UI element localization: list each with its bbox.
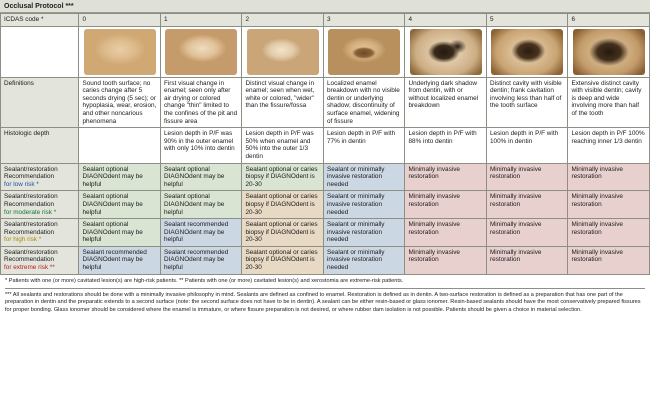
rec-extreme-5: Minimally invasive restoration [486, 246, 568, 274]
definition-5: Distinct cavity with visible dentin; frank cavitation involving less than half of the tooth surface [486, 77, 568, 128]
icdas-code-1: 1 [160, 14, 242, 27]
rec-low-4: Minimally invasive restoration [405, 163, 487, 191]
icdas-code-5: 5 [486, 14, 568, 27]
icdas-code-0: 0 [79, 14, 161, 27]
rec-moderate-4: Minimally invasive restoration [405, 191, 487, 219]
table-row-recommendation-extreme-risk [1, 246, 650, 274]
photo-cell-0 [79, 26, 161, 77]
histologic-5: Lesion depth in P/F with 100% in dentin [486, 128, 568, 163]
page-title: Occlusal Protocol *** [0, 0, 650, 13]
photo-cell-4 [405, 26, 487, 77]
definition-1: First visual change in enamel; seen only after air drying or colored change "thin" limited to the confines of the pit and fissure area [160, 77, 242, 128]
rec-ext-line2: Recommendation [4, 256, 55, 264]
rec-low-5: Minimally invasive restoration [486, 163, 568, 191]
row-label-definitions: Definitions [1, 77, 79, 128]
photo-cell-2 [242, 26, 324, 77]
rec-low-line1: Sealant/restoration [4, 165, 58, 173]
rec-high-1: Sealant recommended DIAGNOdent may be helpful [160, 219, 242, 247]
table-row-photos [1, 26, 650, 77]
row-label-histologic: Histologic depth [1, 128, 79, 163]
rec-high-0: Sealant optional DIAGNOdent may be helpful [79, 219, 161, 247]
rec-high-3: Sealant or minimally invasive restoration needed [323, 219, 405, 247]
definition-0: Sound tooth surface; no caries change after 5 seconds drying (5 sec); or hypoplasia, wear, erosion, and other noncarious phenomena [79, 77, 161, 128]
rec-high-5: Minimally invasive restoration [486, 219, 568, 247]
footnote-protocol-block [5, 288, 645, 314]
row-label-rec-moderate [1, 191, 79, 219]
definition-3: Localized enamel breakdown with no visible dentin or underlying shadow; discontinuity of surface enamel, widening of fissure [323, 77, 405, 128]
rec-ext-risk: for extreme risk ** [4, 264, 55, 272]
table-row-definitions [1, 77, 650, 128]
tooth-photo-code-6 [573, 29, 645, 75]
tooth-photo-code-1 [165, 29, 237, 75]
photo-cell-5 [486, 26, 568, 77]
row-label-photos [1, 26, 79, 77]
rec-moderate-5: Minimally invasive restoration [486, 191, 568, 219]
definition-4: Underlying dark shadow from dentin, with or without localized enamel breakdown [405, 77, 487, 128]
row-label-rec-high [1, 219, 79, 247]
icdas-code-6: 6 [568, 14, 650, 27]
table-row-histologic-depth [1, 128, 650, 163]
tooth-photo-code-3 [328, 29, 400, 75]
rec-extreme-2: Sealant optional or caries biopsy if DIAGNOdent is 20-30 [242, 246, 324, 274]
rec-ext-line1: Sealant/restoration [4, 248, 58, 256]
rec-moderate-3: Sealant or minimally invasive restoration needed [323, 191, 405, 219]
row-label-rec-extreme [1, 246, 79, 274]
rec-moderate-1: Sealant optional DIAGNOdent may be helpful [160, 191, 242, 219]
rec-mod-line1: Sealant/restoration [4, 193, 58, 201]
photo-cell-3 [323, 26, 405, 77]
histologic-4: Lesion depth in P/F with 88% into dentin [405, 128, 487, 163]
icdas-code-4: 4 [405, 14, 487, 27]
rec-low-1: Sealant optional DIAGNOdent may be helpful [160, 163, 242, 191]
histologic-6: Lesion depth in P/F 100% reaching inner 1/3 dentin [568, 128, 650, 163]
rec-high-line2: Recommendation [4, 228, 55, 236]
tooth-photo-code-4 [410, 29, 482, 75]
photo-cell-1 [160, 26, 242, 77]
histologic-3: Lesion depth in P/F with 77% in dentin [323, 128, 405, 163]
rec-moderate-0: Sealant optional DIAGNOdent may be helpful [79, 191, 161, 219]
rec-low-0: Sealant optional DIAGNOdent may be helpful [79, 163, 161, 191]
histologic-1: Lesion depth in P/F was 90% in the outer enamel with only 10% into dentin [160, 128, 242, 163]
tooth-photo-code-2 [247, 29, 319, 75]
rec-extreme-6: Minimally invasive restoration [568, 246, 650, 274]
rec-moderate-2: Sealant optional or caries biopsy if DIAGNOdent is 20-30 [242, 191, 324, 219]
icdas-code-2: 2 [242, 14, 324, 27]
rec-high-2: Sealant optional or caries biopsy if DIAGNOdent is 20-30 [242, 219, 324, 247]
definition-2: Distinct visual change in enamel; seen when wet, white or colored, "wider" than the fissure/fossa [242, 77, 324, 128]
rec-low-line2: Recommendation [4, 173, 55, 181]
table-row-recommendation-low-risk [1, 163, 650, 191]
definition-6: Extensive distinct cavity with visible dentin; cavity is deep and wide involving more than half of the tooth [568, 77, 650, 128]
rec-high-risk: for high risk * [4, 236, 42, 244]
tooth-photo-code-0 [84, 29, 156, 75]
footnote-protocol-note: *** All sealants and restorations should be done with a minimally invasive philosophy in mind. Sealants are defined as confined to enamel. Restoration is defined as in dentin. A two-surface restoration is defined as a preparation that has one part of the preparation in dentin and the preparatic extends to a second surface (note: the second surface does not have to be in dentin). A sealant can be either resin-based or glass ionomer. Resin-based sealants should have the most conservatively prepared fissures for proper bonding. Glass ionomer should be considered where the enamel is immature, or where fissure preparation is not desired, or where rubber dam isolation is not possible. Patients should be given a choice in material selection. [5, 292, 641, 313]
rec-low-3: Sealant or minimally invasive restoration needed [323, 163, 405, 191]
rec-moderate-6: Minimally invasive restoration [568, 191, 650, 219]
footnote-risk-definitions: * Patients with one (or more) cavitated lesion(s) are high-risk patients. ** Patients with one (or more) cavitated lesion(s) and xerostomia are extreme-risk patients. [5, 277, 404, 284]
rec-mod-risk: for moderate risk * [4, 208, 57, 216]
rec-extreme-0: Sealant recommended DIAGNOdent may be helpful [79, 246, 161, 274]
rec-high-4: Minimally invasive restoration [405, 219, 487, 247]
icdas-protocol-table [0, 13, 650, 275]
rec-extreme-3: Sealant or minimally invasive restoration needed [323, 246, 405, 274]
icdas-code-3: 3 [323, 14, 405, 27]
table-row-recommendation-high-risk [1, 219, 650, 247]
rec-low-6: Minimally invasive restoration [568, 163, 650, 191]
rec-mod-line2: Recommendation [4, 200, 55, 208]
rec-high-line1: Sealant/restoration [4, 221, 58, 229]
rec-low-risk: for low risk * [4, 180, 39, 188]
rec-high-6: Minimally invasive restoration [568, 219, 650, 247]
rec-extreme-1: Sealant recommended DIAGNOdent may be helpful [160, 246, 242, 274]
histologic-2: Lesion depth in P/F was 50% when enamel and 50% into the outer 1/3 dentin [242, 128, 324, 163]
table-row-recommendation-moderate-risk [1, 191, 650, 219]
tooth-photo-code-5 [491, 29, 563, 75]
row-label-rec-low [1, 163, 79, 191]
rec-extreme-4: Minimally invasive restoration [405, 246, 487, 274]
row-label-icdas: ICDAS code * [1, 14, 79, 27]
histologic-0 [79, 128, 161, 163]
rec-low-2: Sealant optional or caries biopsy if DIAGNOdent is 20-30 [242, 163, 324, 191]
table-row-icdas-codes [1, 14, 650, 27]
photo-cell-6 [568, 26, 650, 77]
footnotes [0, 275, 650, 315]
